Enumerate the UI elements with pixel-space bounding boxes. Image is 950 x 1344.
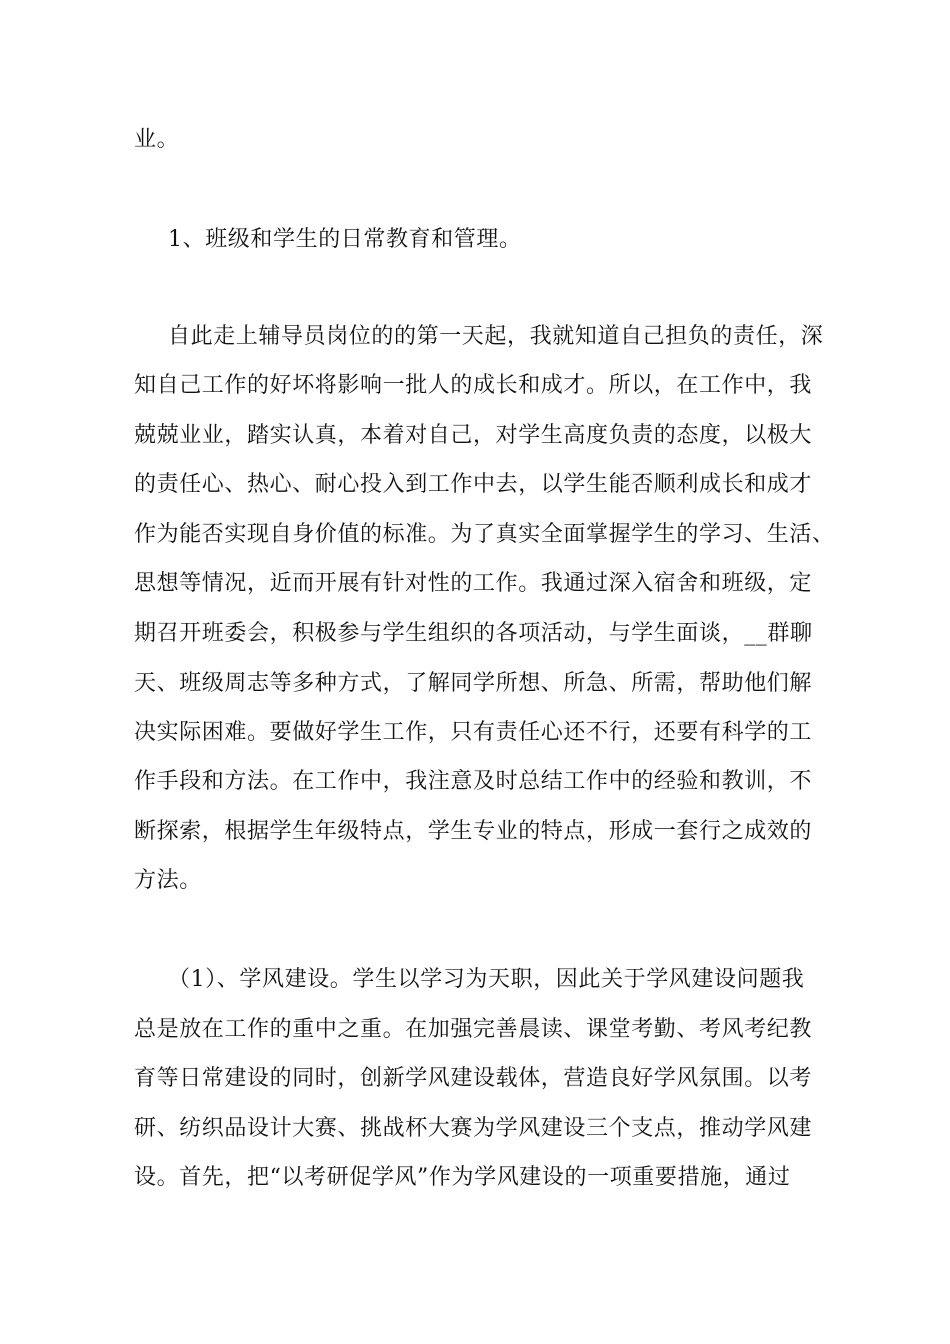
text-line: 设。首先，把“以考研促学风”作为学风建设的一项重要措施，通过	[134, 1165, 791, 1190]
text-line: 研、纺织品设计大赛、挑战杯大赛为学风建设三个支点，推动学风建	[134, 1116, 813, 1141]
text-line: 育等日常建设的同时，创新学风建设载体，营造良好学风氛围。以考	[134, 1066, 813, 1091]
text-line: 自此走上辅导员岗位的的第一天起，我就知道自己担负的责任，深	[168, 324, 824, 349]
section-heading: 1、班级和学生的日常教育和管理。	[168, 227, 522, 252]
text-line: 作为能否实现自身价值的标准。为了真实全面掌握学生的学习、生活、	[134, 522, 835, 547]
text-line: 决实际困难。要做好学生工作，只有责任心还不行，还要有科学的工	[134, 720, 813, 745]
text-line: 思想等情况，近而开展有针对性的工作。我通过深入宿舍和班级，定	[134, 571, 813, 596]
text-line: 知自己工作的好坏将影响一批人的成长和成才。所以，在工作中，我	[134, 373, 813, 398]
text-line: 总是放在工作的重中之重。在加强完善晨读、课堂考勤、考风考纪教	[134, 1017, 813, 1042]
text-line: 业。	[134, 127, 180, 152]
text-line: 方法。	[134, 868, 202, 893]
text-line: 断探索，根据学生年级特点，学生专业的特点，形成一套行之成效的	[134, 819, 813, 844]
text-line: 的责任心、热心、耐心投入到工作中去，以学生能否顺利成长和成才	[134, 472, 813, 497]
text-line: （1）、学风建设。学生以学习为天职，因此关于学风建设问题我	[168, 967, 805, 992]
text-line: 兢兢业业，踏实认真，本着对自己，对学生高度负责的态度，以极大	[134, 423, 813, 448]
text-line: 天、班级周志等多种方式，了解同学所想、所急、所需，帮助他们解	[134, 671, 813, 696]
text-line: 期召开班委会，积极参与学生组织的各项活动，与学生面谈，__群聊	[134, 621, 813, 646]
text-line: 作手段和方法。在工作中，我注意及时总结工作中的经验和教训，不	[134, 769, 813, 794]
